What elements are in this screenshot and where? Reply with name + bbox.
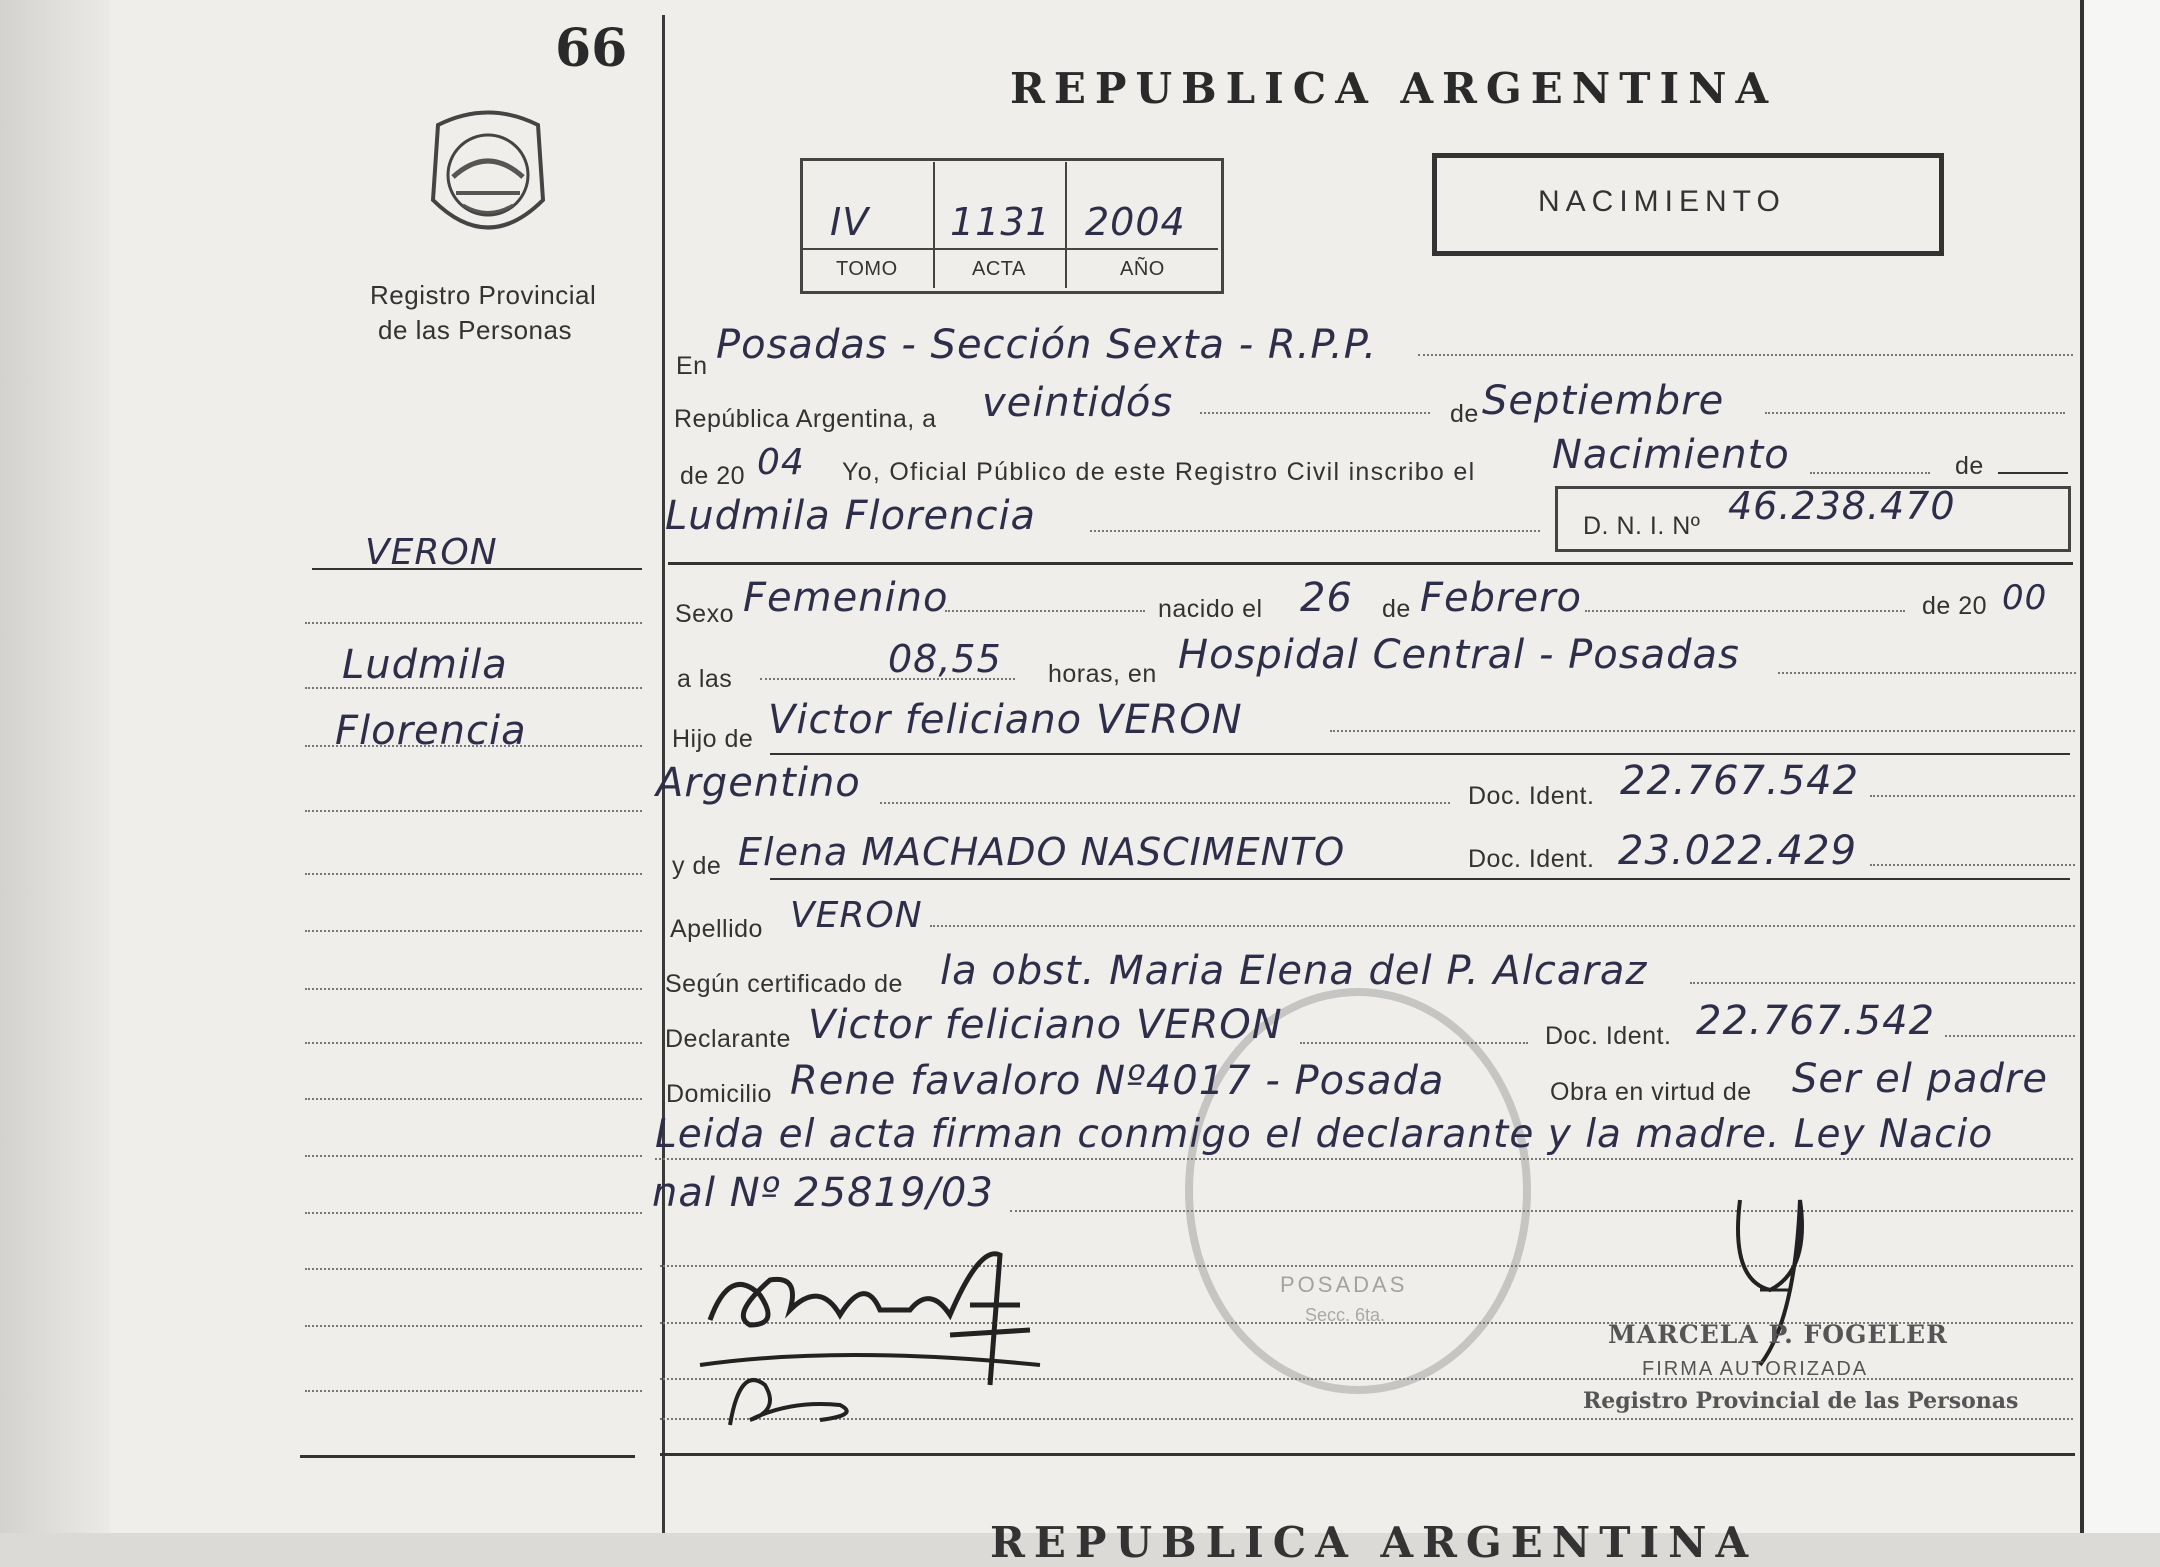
margin-line <box>305 988 642 990</box>
value-father: Victor feliciano VERON <box>768 697 1243 743</box>
margin-bottom-rule <box>300 1455 635 1458</box>
label-hijo-de: Hijo de <box>672 725 754 753</box>
value-birth-year-suffix: 00 <box>2002 578 2048 618</box>
value-father-doc: 22.767.542 <box>1620 758 1860 804</box>
fill-line <box>1585 610 1905 612</box>
value-birth-place: Hospidal Central - Posadas <box>1178 632 1740 678</box>
margin-line <box>305 1390 642 1392</box>
margin-line <box>305 1098 642 1100</box>
value-mother-doc: 23.022.429 <box>1618 828 1858 874</box>
value-father-nationality: Argentino <box>656 760 861 806</box>
value-declarant-doc: 22.767.542 <box>1696 998 1936 1044</box>
value-mother: Elena MACHADO NASCIMENTO <box>738 830 1346 874</box>
margin-given-name2: Florencia <box>335 708 527 754</box>
label-a-las: a las <box>677 665 733 693</box>
margin-line <box>305 687 642 689</box>
value-declarant: Victor feliciano VERON <box>808 1002 1283 1048</box>
acta-value: 1131 <box>950 200 1051 244</box>
label-horas-en: horas, en <box>1048 660 1157 688</box>
margin-line <box>305 1325 642 1327</box>
fill-line <box>1945 1035 2075 1037</box>
fill-line <box>1690 982 2075 984</box>
label-declarante: Declarante <box>665 1025 791 1053</box>
tomo-value: IV <box>830 200 870 244</box>
page-binding-shadow <box>0 0 110 1533</box>
fill-line <box>1418 354 2073 356</box>
label-y-de: y de <box>672 852 722 880</box>
label-de-birth-month: de <box>1382 595 1411 623</box>
note-line2: nal Nº 25819/03 <box>652 1170 994 1216</box>
margin-line <box>305 810 642 812</box>
fill-line <box>1870 864 2075 866</box>
value-certificate: la obst. Maria Elena del P. Alcaraz <box>940 948 1648 994</box>
value-by-virtue: Ser el padre <box>1792 1056 2048 1102</box>
value-child-name: Ludmila Florencia <box>665 493 1037 539</box>
label-dni: D. N. I. Nº <box>1583 512 1701 540</box>
margin-line <box>305 873 642 875</box>
section-rule <box>668 562 2073 565</box>
label-republica: República Argentina, a <box>674 405 937 433</box>
margin-surname: VERON <box>365 532 498 573</box>
label-apellido: Apellido <box>670 915 763 943</box>
label-de-birth-year: de 20 <box>1922 592 1988 620</box>
page-right-edge <box>2080 0 2160 1533</box>
fill-line <box>930 925 2075 927</box>
margin-line <box>305 1042 642 1044</box>
label-de-month: de <box>1450 400 1479 428</box>
margin-line <box>305 745 642 747</box>
fill-line <box>770 753 2070 755</box>
margin-line <box>305 930 642 932</box>
fill-line <box>1200 412 1430 414</box>
value-address: Rene favaloro Nº4017 - Posada <box>790 1058 1445 1104</box>
stamp-section: Secc. 6ta. <box>1305 1305 1386 1325</box>
value-dni: 46.238.470 <box>1728 484 1956 528</box>
acta-label: ACTA <box>972 258 1026 280</box>
registry-name-line1: Registro Provincial <box>370 280 597 310</box>
fill-line <box>1300 1042 1528 1044</box>
declarant-signature-icon <box>690 1235 1070 1435</box>
label-doc-ident-mother: Doc. Ident. <box>1468 845 1595 873</box>
fill-line <box>1010 1210 2073 1212</box>
official-role: FIRMA AUTORIZADA <box>1642 1358 1869 1380</box>
value-act-type: Nacimiento <box>1552 432 1790 478</box>
tomo-label: TOMO <box>836 258 898 280</box>
page-number: 66 <box>555 18 628 79</box>
margin-line <box>305 1268 642 1270</box>
label-de-end: de <box>1955 452 1984 480</box>
fill-line <box>1998 472 2068 474</box>
fill-line <box>770 878 2070 880</box>
label-obra: Obra en virtud de <box>1550 1078 1752 1106</box>
label-nacido-el: nacido el <box>1158 595 1263 623</box>
province-seal-icon <box>418 105 558 255</box>
fill-line <box>1090 530 1540 532</box>
margin-given-name1: Ludmila <box>342 642 508 688</box>
label-doc-ident-father: Doc. Ident. <box>1468 782 1595 810</box>
label-segun: Según certificado de <box>665 970 903 998</box>
label-en: En <box>676 352 708 380</box>
margin-surname-line <box>312 568 642 570</box>
fill-line <box>880 802 1450 804</box>
registry-name-line2: de las Personas <box>378 315 572 345</box>
value-birth-day: 26 <box>1300 575 1353 621</box>
ano-label: AÑO <box>1120 258 1165 280</box>
ano-value: 2004 <box>1085 200 1186 244</box>
margin-line <box>305 1155 642 1157</box>
bottom-rule <box>660 1453 2075 1456</box>
label-de-2004: de 20 <box>680 462 746 490</box>
value-surname: VERON <box>790 895 923 936</box>
label-sexo: Sexo <box>675 600 734 628</box>
registry-stamp <box>1185 988 1531 1394</box>
value-month: Septiembre <box>1482 378 1725 424</box>
margin-line <box>305 1212 642 1214</box>
fill-line <box>1810 472 1930 474</box>
value-place: Posadas - Sección Sexta - R.P.P. <box>716 322 1378 368</box>
fill-line <box>1778 672 2076 674</box>
value-birth-month: Febrero <box>1420 575 1582 621</box>
record-box-divider <box>803 248 1218 250</box>
fill-line <box>1870 795 2075 797</box>
value-birth-hour: 08,55 <box>888 637 1002 681</box>
note-line1: Leida el acta firman conmigo el declarante y la madre. Ley Nacio <box>655 1112 1994 1157</box>
label-yo-oficial: Yo, Oficial Público de este Registro Civil inscribo el <box>842 458 1476 486</box>
fill-line <box>945 610 1145 612</box>
fill-line <box>1765 412 2065 414</box>
value-day: veintidós <box>982 380 1174 426</box>
stamp-city: POSADAS <box>1280 1272 1408 1297</box>
value-sex: Femenino <box>743 575 949 621</box>
footer-partial-title: REPUBLICA ARGENTINA <box>990 1518 1758 1567</box>
fill-line <box>1330 730 2075 732</box>
label-domicilio: Domicilio <box>666 1080 772 1108</box>
label-doc-ident-declarant: Doc. Ident. <box>1545 1022 1672 1050</box>
record-type: NACIMIENTO <box>1538 185 1786 218</box>
official-registry: Registro Provincial de las Personas <box>1583 1388 2019 1414</box>
official-name: MARCELA P. FOGELER <box>1608 1320 1948 1349</box>
margin-line <box>305 622 642 624</box>
document-title: REPUBLICA ARGENTINA <box>1010 64 1778 113</box>
value-year-suffix: 04 <box>757 442 805 483</box>
